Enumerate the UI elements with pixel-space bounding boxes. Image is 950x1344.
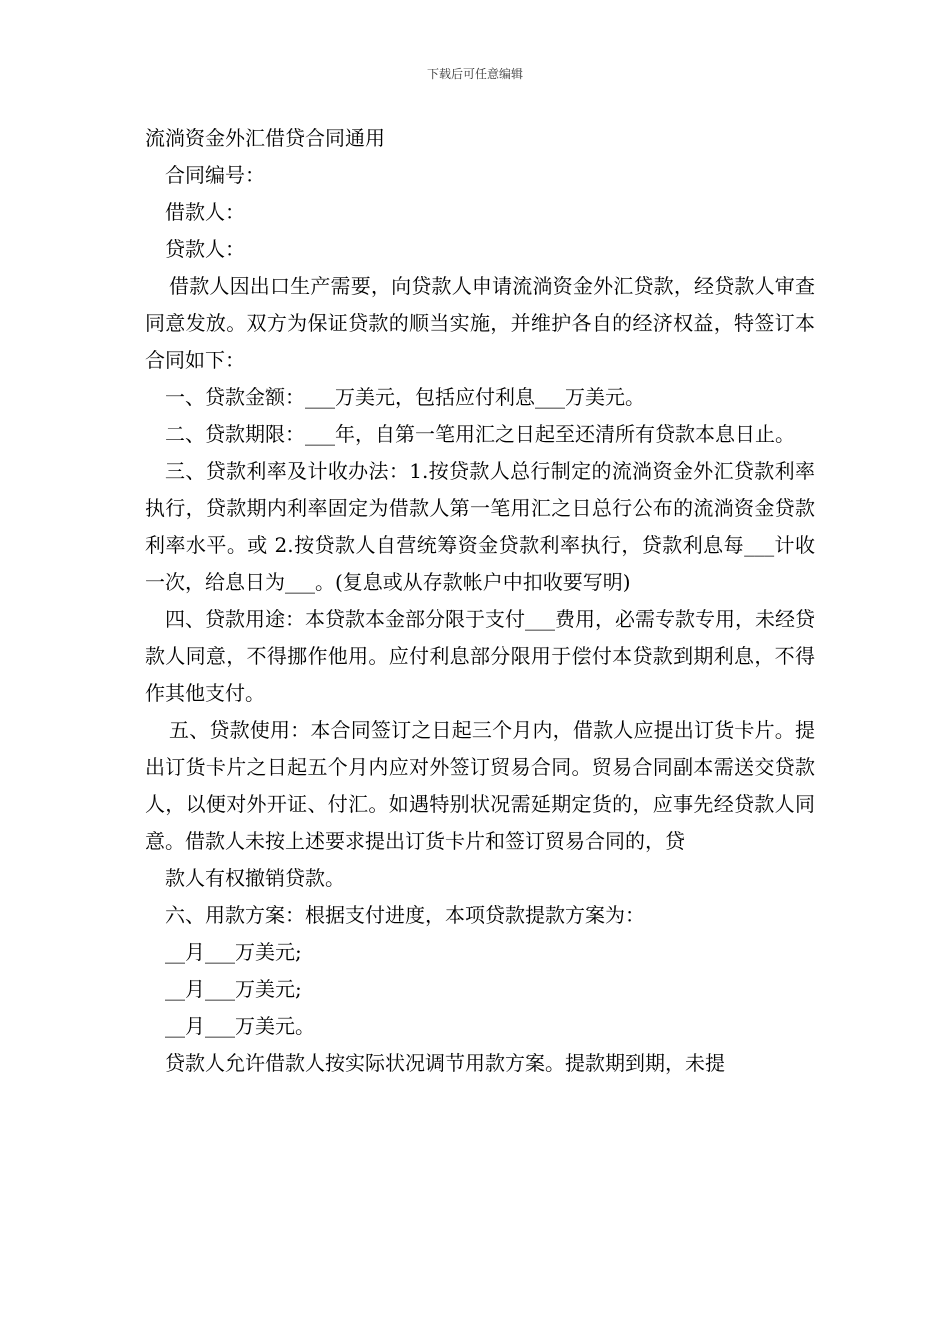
lender-field: 贷款人： <box>165 237 245 261</box>
borrower-field: 借款人： <box>165 200 245 224</box>
document-title: 流淌资金外汇借贷合同通用 <box>145 126 385 150</box>
drawdown-plan-item: __月___万美元。 <box>165 1014 315 1038</box>
clause-loan-usage: 五、贷款使用：本合同签订之日起三个月内，借款人应提出订货卡片。提出订货卡片之日起五个月内应对外签订贸易合同。贸易合同副本需送交贷款人，以便对外开证、付汇。如遇特别状况需延期定货的，应事先经贷款人同意。借款人未按上述要求提出订货卡片和签订贸易合同的，贷 <box>145 718 815 853</box>
contract-number-field: 合同编号： <box>165 163 265 187</box>
clause-drawdown-plan: 六、用款方案：根据支付进度，本项贷款提款方案为： <box>165 903 645 927</box>
contract-body <box>145 120 815 1082</box>
page-header-note: 下载后可任意编辑 <box>426 67 523 81</box>
clause-loan-term: 二、贷款期限：___年，自第一笔用汇之日起至还清所有贷款本息日止。 <box>165 422 795 446</box>
preamble-paragraph: 借款人因出口生产需要，向贷款人申请流淌资金外汇贷款，经贷款人审查同意发放。双方为保证贷款的顺当实施，并维护各自的经济权益，特签订本合同如下： <box>145 274 815 372</box>
clause-plan-adjustment: 贷款人允许借款人按实际状况调节用款方案。提款期到期，未提 <box>165 1051 725 1075</box>
clause-loan-purpose: 四、贷款用途：本贷款本金部分限于支付___费用，必需专款专用，未经贷款人同意，不得挪作他用。应付利息部分限用于偿付本贷款到期利息，不得作其他支付。 <box>145 607 815 705</box>
drawdown-plan-item: __月___万美元; <box>165 940 302 964</box>
clause-loan-amount: 一、贷款金额：___万美元，包括应付利息___万美元。 <box>165 385 645 409</box>
clause-interest-rate: 三、贷款利率及计收办法：1.按贷款人总行制定的流淌资金外汇贷款利率执行，贷款期内利率固定为借款人第一笔用汇之日总行公布的流淌资金贷款利率水平。或 2.按贷款人自营统筹资金贷款利率执行，贷款利息每___计收一次，给息日为___。(复息或从存款帐户中扣收要写明) <box>145 459 815 594</box>
clause-loan-usage-continued: 款人有权撤销贷款。 <box>165 866 345 890</box>
drawdown-plan-item: __月___万美元; <box>165 977 302 1001</box>
